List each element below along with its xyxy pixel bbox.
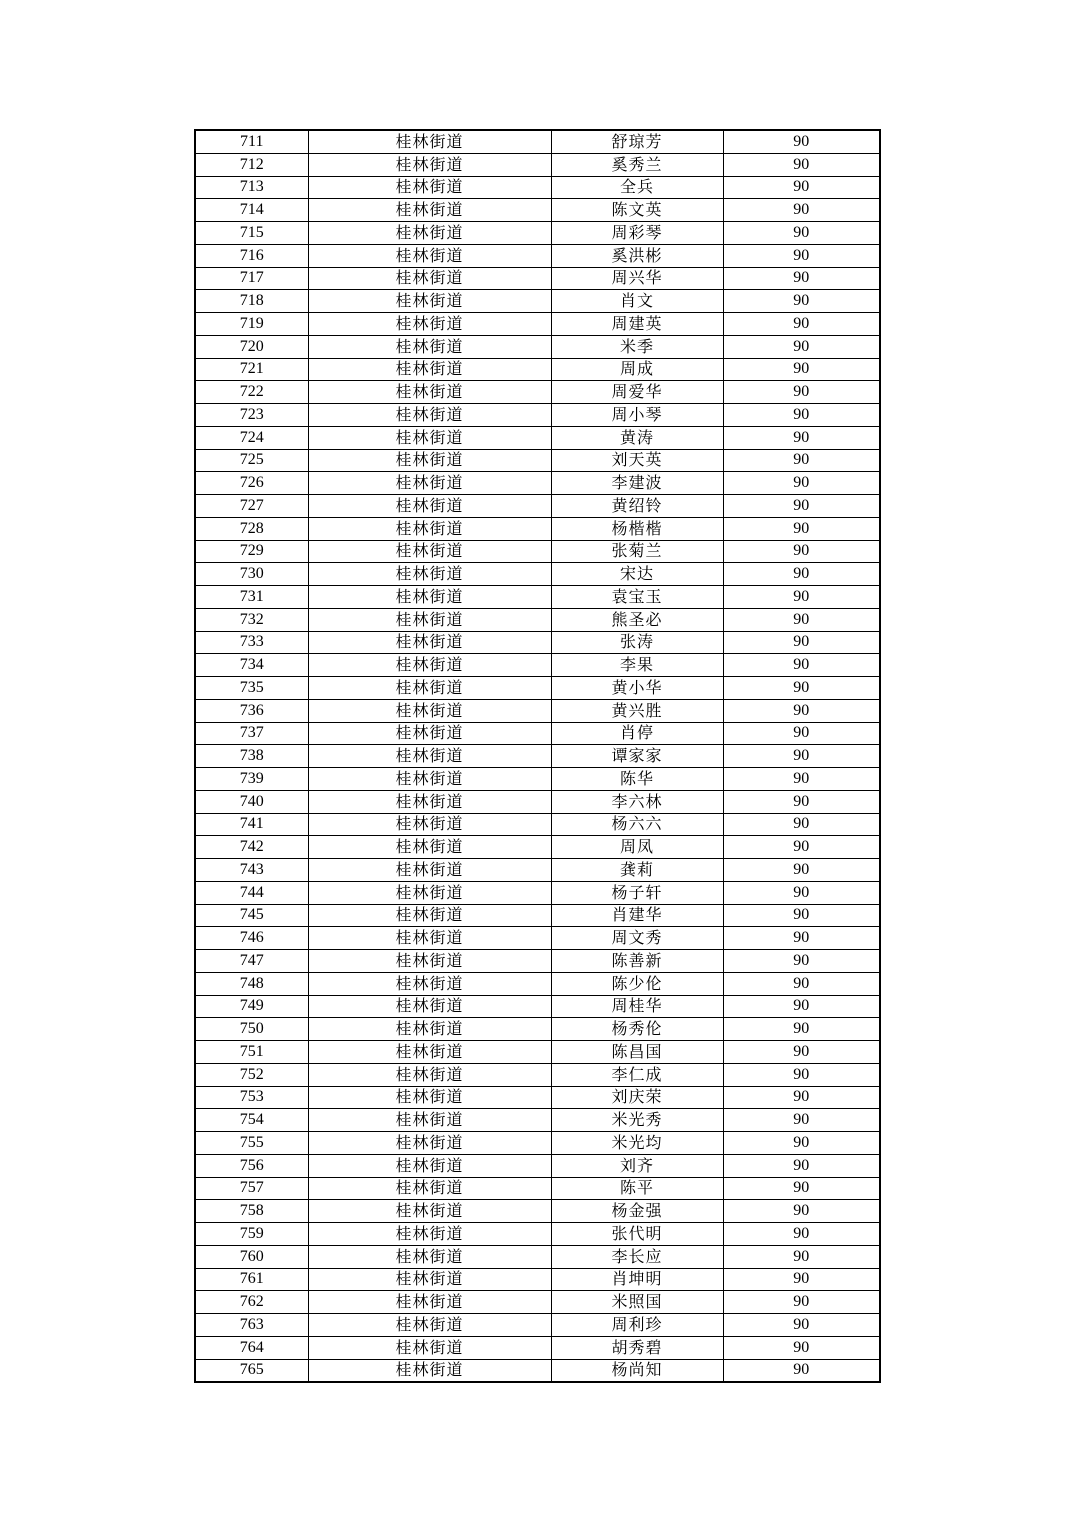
street-cell: 桂林街道	[308, 950, 551, 973]
person-name-cell: 刘庆荣	[551, 1086, 723, 1109]
street-cell: 桂林街道	[308, 244, 551, 267]
score-cell: 90	[723, 358, 880, 381]
score-cell: 90	[723, 1314, 880, 1337]
row-number-cell: 750	[195, 1018, 308, 1041]
score-cell: 90	[723, 130, 880, 153]
table-row	[195, 1223, 880, 1246]
street-cell: 桂林街道	[308, 836, 551, 859]
table-row	[195, 199, 880, 222]
row-number-cell: 743	[195, 859, 308, 882]
score-cell: 90	[723, 335, 880, 358]
street-cell: 桂林街道	[308, 1359, 551, 1382]
score-cell: 90	[723, 199, 880, 222]
street-cell: 桂林街道	[308, 517, 551, 540]
person-name-cell: 杨尚知	[551, 1359, 723, 1382]
score-cell: 90	[723, 1018, 880, 1041]
street-cell: 桂林街道	[308, 1291, 551, 1314]
person-name-cell: 肖文	[551, 290, 723, 313]
score-cell: 90	[723, 722, 880, 745]
score-cell: 90	[723, 176, 880, 199]
street-cell: 桂林街道	[308, 1109, 551, 1132]
table-row	[195, 563, 880, 586]
street-cell: 桂林街道	[308, 472, 551, 495]
table-row	[195, 1200, 880, 1223]
street-cell: 桂林街道	[308, 631, 551, 654]
street-cell: 桂林街道	[308, 813, 551, 836]
street-cell: 桂林街道	[308, 586, 551, 609]
person-name-cell: 张菊兰	[551, 540, 723, 563]
street-cell: 桂林街道	[308, 859, 551, 882]
table-row	[195, 1018, 880, 1041]
person-name-cell: 陈文英	[551, 199, 723, 222]
row-number-cell: 751	[195, 1041, 308, 1064]
row-number-cell: 749	[195, 995, 308, 1018]
street-cell: 桂林街道	[308, 404, 551, 427]
row-number-cell: 760	[195, 1245, 308, 1268]
score-cell: 90	[723, 745, 880, 768]
table-row	[195, 1291, 880, 1314]
person-name-cell: 李建波	[551, 472, 723, 495]
score-cell: 90	[723, 836, 880, 859]
score-cell: 90	[723, 381, 880, 404]
person-name-cell: 张代明	[551, 1223, 723, 1246]
person-name-cell: 周桂华	[551, 995, 723, 1018]
score-cell: 90	[723, 267, 880, 290]
table-row	[195, 176, 880, 199]
row-number-cell: 757	[195, 1177, 308, 1200]
person-name-cell: 杨六六	[551, 813, 723, 836]
score-cell: 90	[723, 904, 880, 927]
row-number-cell: 754	[195, 1109, 308, 1132]
table-row	[195, 1268, 880, 1291]
person-name-cell: 全兵	[551, 176, 723, 199]
score-cell: 90	[723, 813, 880, 836]
street-cell: 桂林街道	[308, 199, 551, 222]
street-cell: 桂林街道	[308, 1336, 551, 1359]
row-number-cell: 725	[195, 449, 308, 472]
table-row	[195, 995, 880, 1018]
row-number-cell: 753	[195, 1086, 308, 1109]
person-name-cell: 刘齐	[551, 1154, 723, 1177]
row-number-cell: 752	[195, 1063, 308, 1086]
table-row	[195, 813, 880, 836]
street-cell: 桂林街道	[308, 449, 551, 472]
street-cell: 桂林街道	[308, 745, 551, 768]
person-name-cell: 黄兴胜	[551, 699, 723, 722]
street-cell: 桂林街道	[308, 1132, 551, 1155]
table-row	[195, 1041, 880, 1064]
score-cell: 90	[723, 654, 880, 677]
score-cell: 90	[723, 1223, 880, 1246]
table-row	[195, 859, 880, 882]
score-cell: 90	[723, 950, 880, 973]
row-number-cell: 731	[195, 586, 308, 609]
street-cell: 桂林街道	[308, 222, 551, 245]
row-number-cell: 740	[195, 790, 308, 813]
table-row	[195, 540, 880, 563]
street-cell: 桂林街道	[308, 972, 551, 995]
street-cell: 桂林街道	[308, 495, 551, 518]
table-row	[195, 1245, 880, 1268]
row-number-cell: 748	[195, 972, 308, 995]
table-row	[195, 950, 880, 973]
street-cell: 桂林街道	[308, 1223, 551, 1246]
row-number-cell: 756	[195, 1154, 308, 1177]
street-cell: 桂林街道	[308, 677, 551, 700]
table-row	[195, 1359, 880, 1382]
row-number-cell: 735	[195, 677, 308, 700]
table-row	[195, 881, 880, 904]
person-name-cell: 陈少伦	[551, 972, 723, 995]
street-cell: 桂林街道	[308, 1041, 551, 1064]
table-row	[195, 790, 880, 813]
score-cell: 90	[723, 222, 880, 245]
row-number-cell: 720	[195, 335, 308, 358]
roster-table	[194, 129, 881, 1383]
score-cell: 90	[723, 677, 880, 700]
score-cell: 90	[723, 290, 880, 313]
score-cell: 90	[723, 153, 880, 176]
person-name-cell: 李果	[551, 654, 723, 677]
street-cell: 桂林街道	[308, 1063, 551, 1086]
row-number-cell: 728	[195, 517, 308, 540]
table-row	[195, 1063, 880, 1086]
street-cell: 桂林街道	[308, 995, 551, 1018]
row-number-cell: 741	[195, 813, 308, 836]
score-cell: 90	[723, 426, 880, 449]
score-cell: 90	[723, 790, 880, 813]
row-number-cell: 758	[195, 1200, 308, 1223]
score-cell: 90	[723, 1336, 880, 1359]
row-number-cell: 712	[195, 153, 308, 176]
person-name-cell: 周凤	[551, 836, 723, 859]
table-row	[195, 586, 880, 609]
street-cell: 桂林街道	[308, 881, 551, 904]
score-cell: 90	[723, 540, 880, 563]
row-number-cell: 733	[195, 631, 308, 654]
street-cell: 桂林街道	[308, 153, 551, 176]
street-cell: 桂林街道	[308, 1245, 551, 1268]
table-row	[195, 313, 880, 336]
table-row	[195, 153, 880, 176]
table-row	[195, 1154, 880, 1177]
score-cell: 90	[723, 881, 880, 904]
street-cell: 桂林街道	[308, 1314, 551, 1337]
table-row	[195, 495, 880, 518]
table-row	[195, 222, 880, 245]
row-number-cell: 739	[195, 768, 308, 791]
table-row	[195, 290, 880, 313]
person-name-cell: 奚洪彬	[551, 244, 723, 267]
row-number-cell: 742	[195, 836, 308, 859]
table-row	[195, 768, 880, 791]
table-row	[195, 631, 880, 654]
table-row	[195, 1336, 880, 1359]
table-row	[195, 608, 880, 631]
row-number-cell: 722	[195, 381, 308, 404]
row-number-cell: 738	[195, 745, 308, 768]
person-name-cell: 杨楷楷	[551, 517, 723, 540]
table-row	[195, 1109, 880, 1132]
street-cell: 桂林街道	[308, 927, 551, 950]
table-row	[195, 426, 880, 449]
score-cell: 90	[723, 1154, 880, 1177]
score-cell: 90	[723, 1245, 880, 1268]
row-number-cell: 721	[195, 358, 308, 381]
score-cell: 90	[723, 927, 880, 950]
row-number-cell: 746	[195, 927, 308, 950]
row-number-cell: 719	[195, 313, 308, 336]
score-cell: 90	[723, 495, 880, 518]
street-cell: 桂林街道	[308, 563, 551, 586]
row-number-cell: 727	[195, 495, 308, 518]
person-name-cell: 米光均	[551, 1132, 723, 1155]
person-name-cell: 周彩琴	[551, 222, 723, 245]
score-cell: 90	[723, 972, 880, 995]
table-row	[195, 722, 880, 745]
row-number-cell: 726	[195, 472, 308, 495]
person-name-cell: 黄涛	[551, 426, 723, 449]
score-cell: 90	[723, 1177, 880, 1200]
street-cell: 桂林街道	[308, 381, 551, 404]
score-cell: 90	[723, 1200, 880, 1223]
score-cell: 90	[723, 1086, 880, 1109]
row-number-cell: 745	[195, 904, 308, 927]
person-name-cell: 陈平	[551, 1177, 723, 1200]
row-number-cell: 764	[195, 1336, 308, 1359]
person-name-cell: 李长应	[551, 1245, 723, 1268]
table-row	[195, 335, 880, 358]
score-cell: 90	[723, 995, 880, 1018]
person-name-cell: 袁宝玉	[551, 586, 723, 609]
person-name-cell: 奚秀兰	[551, 153, 723, 176]
row-number-cell: 763	[195, 1314, 308, 1337]
table-row	[195, 836, 880, 859]
score-cell: 90	[723, 586, 880, 609]
person-name-cell: 米照国	[551, 1291, 723, 1314]
row-number-cell: 744	[195, 881, 308, 904]
person-name-cell: 宋达	[551, 563, 723, 586]
person-name-cell: 周爱华	[551, 381, 723, 404]
table-row	[195, 1132, 880, 1155]
table-row	[195, 449, 880, 472]
score-cell: 90	[723, 1041, 880, 1064]
row-number-cell: 711	[195, 130, 308, 153]
score-cell: 90	[723, 1359, 880, 1382]
table-row	[195, 927, 880, 950]
score-cell: 90	[723, 1268, 880, 1291]
table-row	[195, 130, 880, 153]
row-number-cell: 736	[195, 699, 308, 722]
person-name-cell: 陈善新	[551, 950, 723, 973]
row-number-cell: 732	[195, 608, 308, 631]
row-number-cell: 718	[195, 290, 308, 313]
table-row	[195, 1177, 880, 1200]
person-name-cell: 杨金强	[551, 1200, 723, 1223]
person-name-cell: 米季	[551, 335, 723, 358]
row-number-cell: 724	[195, 426, 308, 449]
street-cell: 桂林街道	[308, 768, 551, 791]
table-row	[195, 677, 880, 700]
table-row	[195, 517, 880, 540]
score-cell: 90	[723, 244, 880, 267]
street-cell: 桂林街道	[308, 904, 551, 927]
row-number-cell: 723	[195, 404, 308, 427]
row-number-cell: 765	[195, 1359, 308, 1382]
street-cell: 桂林街道	[308, 1154, 551, 1177]
score-cell: 90	[723, 1109, 880, 1132]
street-cell: 桂林街道	[308, 699, 551, 722]
street-cell: 桂林街道	[308, 358, 551, 381]
score-cell: 90	[723, 404, 880, 427]
score-cell: 90	[723, 1132, 880, 1155]
street-cell: 桂林街道	[308, 540, 551, 563]
row-number-cell: 713	[195, 176, 308, 199]
person-name-cell: 谭家家	[551, 745, 723, 768]
person-name-cell: 肖坤明	[551, 1268, 723, 1291]
row-number-cell: 715	[195, 222, 308, 245]
score-cell: 90	[723, 768, 880, 791]
score-cell: 90	[723, 859, 880, 882]
table-row	[195, 381, 880, 404]
person-name-cell: 周文秀	[551, 927, 723, 950]
person-name-cell: 陈华	[551, 768, 723, 791]
street-cell: 桂林街道	[308, 1086, 551, 1109]
person-name-cell: 李六林	[551, 790, 723, 813]
table-row	[195, 358, 880, 381]
table-row	[195, 472, 880, 495]
row-number-cell: 716	[195, 244, 308, 267]
person-name-cell: 李仁成	[551, 1063, 723, 1086]
table-row	[195, 699, 880, 722]
person-name-cell: 肖建华	[551, 904, 723, 927]
row-number-cell: 734	[195, 654, 308, 677]
score-cell: 90	[723, 1291, 880, 1314]
row-number-cell: 759	[195, 1223, 308, 1246]
person-name-cell: 周小琴	[551, 404, 723, 427]
person-name-cell: 熊圣必	[551, 608, 723, 631]
score-cell: 90	[723, 631, 880, 654]
street-cell: 桂林街道	[308, 176, 551, 199]
score-cell: 90	[723, 449, 880, 472]
street-cell: 桂林街道	[308, 1268, 551, 1291]
row-number-cell: 729	[195, 540, 308, 563]
score-cell: 90	[723, 563, 880, 586]
score-cell: 90	[723, 608, 880, 631]
row-number-cell: 714	[195, 199, 308, 222]
person-name-cell: 黄绍铃	[551, 495, 723, 518]
street-cell: 桂林街道	[308, 290, 551, 313]
person-name-cell: 周利珍	[551, 1314, 723, 1337]
table-row	[195, 244, 880, 267]
score-cell: 90	[723, 517, 880, 540]
row-number-cell: 761	[195, 1268, 308, 1291]
street-cell: 桂林街道	[308, 335, 551, 358]
score-cell: 90	[723, 1063, 880, 1086]
score-cell: 90	[723, 313, 880, 336]
person-name-cell: 周建英	[551, 313, 723, 336]
street-cell: 桂林街道	[308, 313, 551, 336]
person-name-cell: 龚莉	[551, 859, 723, 882]
row-number-cell: 762	[195, 1291, 308, 1314]
person-name-cell: 周成	[551, 358, 723, 381]
row-number-cell: 755	[195, 1132, 308, 1155]
person-name-cell: 张涛	[551, 631, 723, 654]
person-name-cell: 舒琼芳	[551, 130, 723, 153]
row-number-cell: 737	[195, 722, 308, 745]
street-cell: 桂林街道	[308, 654, 551, 677]
street-cell: 桂林街道	[308, 1018, 551, 1041]
table-row	[195, 267, 880, 290]
row-number-cell: 730	[195, 563, 308, 586]
table-row	[195, 745, 880, 768]
street-cell: 桂林街道	[308, 1200, 551, 1223]
person-name-cell: 杨子轩	[551, 881, 723, 904]
street-cell: 桂林街道	[308, 130, 551, 153]
person-name-cell: 胡秀碧	[551, 1336, 723, 1359]
person-name-cell: 杨秀伦	[551, 1018, 723, 1041]
table-row	[195, 904, 880, 927]
person-name-cell: 黄小华	[551, 677, 723, 700]
table-row	[195, 404, 880, 427]
person-name-cell: 周兴华	[551, 267, 723, 290]
table-row	[195, 1086, 880, 1109]
row-number-cell: 747	[195, 950, 308, 973]
table-row	[195, 1314, 880, 1337]
row-number-cell: 717	[195, 267, 308, 290]
person-name-cell: 刘天英	[551, 449, 723, 472]
street-cell: 桂林街道	[308, 608, 551, 631]
table-row	[195, 654, 880, 677]
street-cell: 桂林街道	[308, 722, 551, 745]
score-cell: 90	[723, 472, 880, 495]
street-cell: 桂林街道	[308, 426, 551, 449]
person-name-cell: 陈昌国	[551, 1041, 723, 1064]
roster-table-body	[195, 130, 880, 1382]
person-name-cell: 米光秀	[551, 1109, 723, 1132]
score-cell: 90	[723, 699, 880, 722]
street-cell: 桂林街道	[308, 267, 551, 290]
table-row	[195, 972, 880, 995]
person-name-cell: 肖停	[551, 722, 723, 745]
street-cell: 桂林街道	[308, 1177, 551, 1200]
street-cell: 桂林街道	[308, 790, 551, 813]
